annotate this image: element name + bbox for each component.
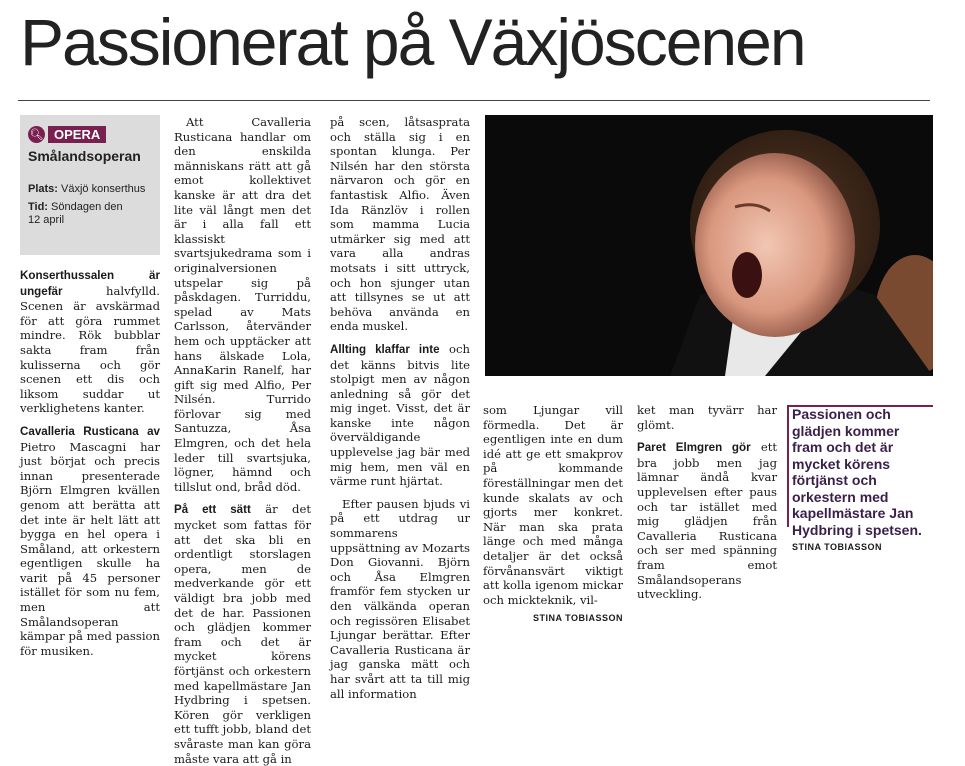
paragraph: Paret Elmgren gör ett bra jobb men jag lämnar ändå kvar upplevelsen efter paus och tar istället med mig glädjen från Cavalleria Rusticana och ser med spänning fram emot Smålandsoperans utveckling. (637, 440, 778, 602)
paragraph: Efter pausen bjuds vi på ett utdrag ur sommarens uppsättning av Mozarts Don Giovanni. Björn och Åsa Elmgren framför fem stycken ur den välkända operan och regissören Elisabet Ljungar berättar. Efter Cavalleria Rusticana är jag ganska mätt och har svårt att ta till mig all information (330, 496, 470, 701)
byline: STINA TOBIASSON (792, 542, 883, 552)
article-column-3 (330, 115, 470, 701)
pullquote-rule (787, 405, 789, 527)
paragraph: Konserthussalen är ungefär halvfylld. Scenen är avskärmad för att göra rummet mindre. Rök bubblar sakta fram från kulisserna och gör scenen ett dis och liksom suddar ut verklighetens kanter. (20, 269, 160, 416)
category-label: OPERA (48, 126, 106, 143)
singer-photo (485, 115, 933, 376)
byline: STINA TOBIASSON (532, 613, 623, 624)
paragraph: Allting klaffar inte och det känns bitvis lite stolpigt men av någon anledning så gör det mig inget. Visst, det är kanske inte någon överväldigande upplevelse jag bär med mig hem, men väl en värme runt hjärtat. (330, 341, 470, 489)
category-badge (28, 125, 106, 144)
article-column-4 (483, 403, 623, 626)
pull-quote: Passionen och glädjen kommer fram och det är mycket körens förtjänst och orkestern med kapellmästare Jan Hydbring i spetsen. (792, 406, 922, 538)
paragraph: Cavalleria Rusticana av Pietro Mascagni har just börjat och precis innan presenterade Björn Elmgren kvällen genom att berätta att det inte är helt lätt att bygga en hel opera i Småland, att orkestern egentligen skulle ha varit på 45 personer istället för som nu fem, men att Smålandsoperan kämpar på med passion för musiken. (20, 424, 160, 658)
paragraph: Att Cavalleria Rusticana handlar om den enskilda människans rätt att gå emot kollektivet kanske är att dra det lite väl långt men det är i alla fall ett klassiskt svartsjukedrama som i originalversionen utspelar sig på påskdagen. Turriddu, spelad av Mats Carlsson, återvänder hem och upptäcker att hans älskade Lola, AnnaKarin Ranelf, har gift sig med Alfio, Per Nilsén. Turrido förlovar sig med Santuzza, Åsa Elmgren, och det hela leder till svartsjuka, lögner, hämnd och tillslut ond, bråd död. (174, 115, 311, 494)
info-time: Tid: Söndagen den 12 april (28, 201, 123, 226)
paragraph: På ett sätt är det mycket som fattas för att det ska bli en ordentligt storslagen opera, men de medverkande gör ett väldigt bra jobb med det de har. Passionen och glädjen kommer fram och det är mycket körens förtjänst och orkestern med kapellmästare Jan Hydbring i spetsen. Kören gör verkligen ett tufft jobb, bland det svåraste man kan göra måste vara att gå in (174, 502, 311, 766)
search-icon: 🔍︎ (29, 128, 44, 141)
article-column-2 (174, 115, 311, 766)
headline-rule (18, 100, 930, 101)
photo-illustration (485, 115, 933, 376)
info-box (20, 115, 160, 255)
paragraph: på scen, låtsasprata och ställa sig i en spontan klunga. Per Nilsén har den största närvaron och gör en fantastisk Alfio. Även Ida Ränzlöv i rollen som mamma Lucia utmärker sig med att vara alla andras motsats i sitt uttryck, och hon sjunger utan att tillsynes se ut att behöva använda en enda muskel. (330, 115, 470, 334)
article-column-1 (20, 268, 160, 658)
paragraph: ket man tyvärr har glömt. (637, 403, 777, 432)
info-title: Smålandsoperan (28, 148, 141, 164)
article-column-5 (637, 403, 777, 602)
headline: Passionerat på Växjöscenen (20, 5, 805, 79)
info-place: Plats: Växjö konserthus (28, 183, 146, 195)
paragraph: som Ljungar vill förmedla. Det är egentligen inte en dum idé att ge ett smakprov på kommande föreställningar men det kunde skalats av och gjorts mer konkret. När man ska prata länge och med många detaljer är det också förvånansvärt viktigt att kolla igenom mickar och mickteknik, vil- (483, 403, 623, 607)
